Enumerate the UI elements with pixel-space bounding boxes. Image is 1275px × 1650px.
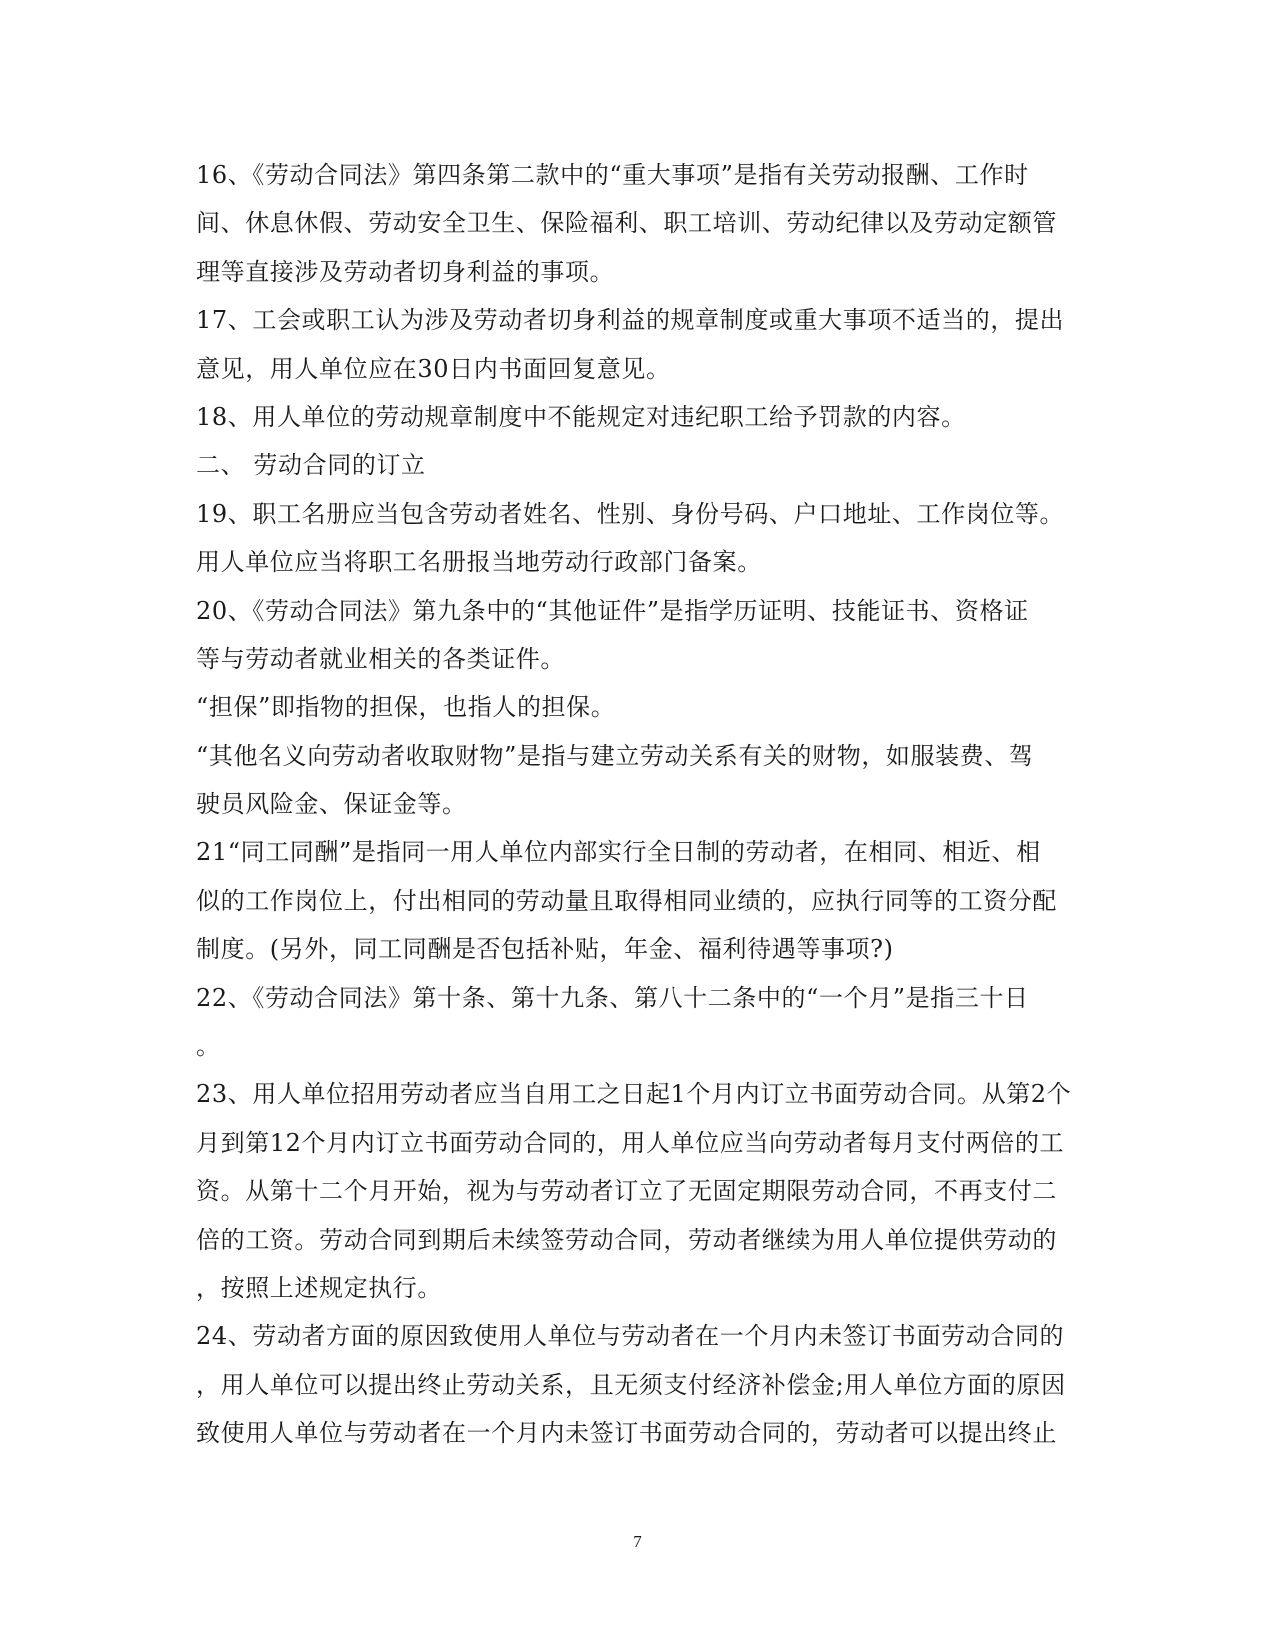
text-line: 倍的工资。劳动合同到期后未续签劳动合同，劳动者继续为用人单位提供劳动的 (196, 1225, 1057, 1254)
document-body (196, 151, 1076, 1458)
page-number: 7 (633, 1532, 642, 1551)
text-line: 19、职工名册应当包含劳动者姓名、性别、身份号码、户口地址、工作岗位等。 (196, 499, 1065, 528)
text-line: 间、休息休假、劳动安全卫生、保险福利、职工培训、劳动纪律以及劳动定额管 (196, 209, 1057, 238)
text-line: 等与劳动者就业相关的各类证件。 (196, 644, 565, 673)
text-line: 22、《劳动合同法》第十条、第十九条、第八十二条中的“一个月”是指三十日 (196, 983, 1029, 1012)
text-line: 驶员风险金、保证金等。 (196, 790, 467, 819)
text-line: 21“同工同酬”是指同一用人单位内部实行全日制的劳动者，在相同、相近、相 (196, 838, 1041, 867)
text-line: 。 (196, 1032, 221, 1061)
text-line: 似的工作岗位上，付出相同的劳动量且取得相同业绩的，应执行同等的工资分配 (196, 886, 1057, 915)
text-line: 制度。(另外，同工同酬是否包括补贴，年金、福利待遇等事项?) (196, 935, 894, 964)
text-line: 用人单位应当将职工名册报当地劳动行政部门备案。 (196, 548, 762, 577)
text-line: 18、用人单位的劳动规章制度中不能规定对违纪职工给予罚款的内容。 (196, 402, 966, 431)
text-line: ，用人单位可以提出终止劳动关系，且无须支付经济补偿金;用人单位方面的原因 (196, 1370, 1066, 1399)
text-line: 资。从第十二个月开始，视为与劳动者订立了无固定期限劳动合同，不再支付二 (196, 1177, 1057, 1206)
text-line: “担保”即指物的担保，也指人的担保。 (196, 693, 616, 722)
text-line: 理等直接涉及劳动者切身利益的事项。 (196, 257, 615, 286)
text-line: 24、劳动者方面的原因致使用人单位与劳动者在一个月内未签订书面劳动合同的 (196, 1322, 1065, 1351)
text-line: 意见，用人单位应在30日内书面回复意见。 (196, 354, 671, 383)
text-line: 16、《劳动合同法》第四条第二款中的“重大事项”是指有关劳动报酬、工作时 (196, 161, 1029, 189)
section-heading: 二、 劳动合同的订立 (196, 451, 426, 480)
text-line: 月到第12个月内订立书面劳动合同的，用人单位应当向劳动者每月支付两倍的工 (196, 1128, 1065, 1157)
text-line: 致使用人单位与劳动者在一个月内未签订书面劳动合同的，劳动者可以提出终止 (196, 1419, 1057, 1448)
text-line: “其他名义向劳动者收取财物”是指与建立劳动关系有关的财物，如服装费、驾 (196, 741, 1034, 770)
text-line: ，按照上述规定执行。 (196, 1273, 442, 1302)
text-line: 23、用人单位招用劳动者应当自用工之日起1个月内订立书面劳动合同。从第2个 (196, 1080, 1072, 1109)
text-line: 20、《劳动合同法》第九条中的“其他证件”是指学历证明、技能证书、资格证 (196, 596, 1029, 625)
text-line: 17、工会或职工认为涉及劳动者切身利益的规章制度或重大事项不适当的，提出 (196, 306, 1065, 335)
